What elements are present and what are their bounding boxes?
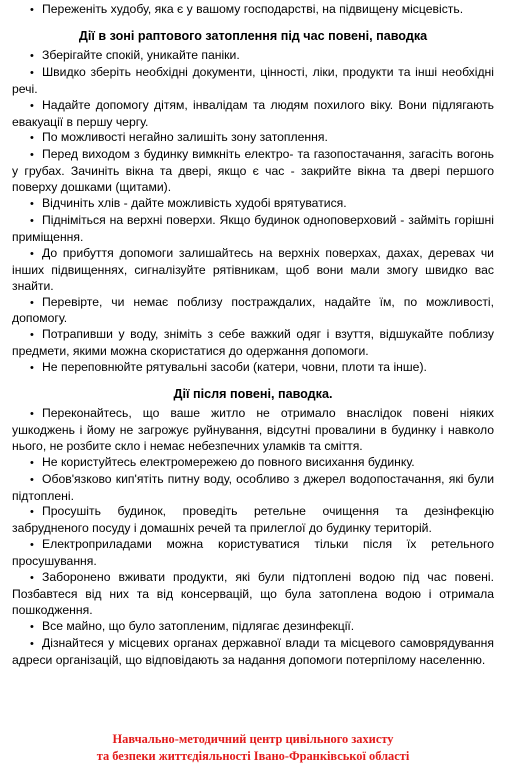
during-flood-list (12, 48, 494, 377)
section-heading-during-flood: Дії в зоні раптового затоплення під час повені, паводка (78, 28, 428, 43)
document-page (12, 2, 494, 669)
list-item: • Зберігайте спокій, уникайте паніки. (12, 48, 494, 65)
list-item: • По можливості негайно залишіть зону затоплення. (12, 130, 494, 147)
list-item: • Заборонено вживати продукти, які були підтоплені водою під час повені. Позбавтеся від них та від консервацій, що була затоплена водою і отримала пошкодження. (12, 570, 494, 619)
list-item: • Перед виходом з будинку вимкніть електро- та газопостачання, загасіть вогонь у грубах. Зачиніть вікна та двері, якщо є час - закрийте вікна та двері першого поверху дошками (щитами). (12, 147, 494, 196)
list-item: • Надайте допомогу дітям, інвалідам та людям похилого віку. Вони підлягають евакуації в першу чергу. (12, 98, 494, 131)
list-item: • Обов'язково кип'ятіть питну воду, особливо з джерел водопостачання, які були підтоплені. (12, 472, 494, 505)
list-item: • Переконайтесь, що ваше житло не отримало внаслідок повені ніяких ушкоджень і йому не загрожує руйнування, відсутні провалини в будинку і навколо нього, не розбите скло і немає небезпечних уламків та сміття. (12, 406, 494, 455)
after-flood-list (12, 406, 494, 669)
list-item: • До прибуття допомоги залишайтесь на верхніх поверхах, дахах, деревах чи інших підвищеннях, сигналізуйте рятівникам, щоб вони мали змогу швидко вас знайти. (12, 246, 494, 295)
list-item: • Швидко зберіть необхідні документи, цінності, ліки, продукти та інші необхідні речі. (12, 65, 494, 98)
list-item: • Електроприладами можна користуватися тільки після їх ретельного просушування. (12, 537, 494, 570)
list-item: • Підніміться на верхні поверхи. Якщо будинок одноповерховий - займіть горішні приміщення. (12, 213, 494, 246)
list-item: • Не переповнюйте рятувальні засоби (катери, човни, плоти та інше). (12, 360, 494, 377)
list-item: • Просушіть будинок, проведіть ретельне очищення та дезінфекцію забрудненого посуду і домашніх речей та прилеглої до будинку територій. (12, 504, 494, 537)
list-item: • Не користуйтесь електромережею до повного висихання будинку. (12, 455, 494, 472)
intro-list (12, 2, 494, 19)
section-heading-after-flood: Дії після повені, паводка. (173, 387, 333, 402)
list-item: • Потрапивши у воду, зніміть з себе важкий одяг і взуття, відшукайте поблизу предмети, якими можна скористатися до одержання допомоги. (12, 327, 494, 360)
footer-line-2: та безпеки життєдіяльності Івано-Франківської області (96, 749, 410, 763)
list-item: • Перевірте, чи немає поблизу постраждалих, надайте їм, по можливості, допомогу. (12, 295, 494, 328)
list-item: • Дізнайтеся у місцевих органах державної влади та місцевого самоврядування адреси організацій, що відповідають за надання допомоги потерпілому населенню. (12, 636, 494, 669)
footer-organization (0, 731, 506, 765)
list-item: • Все майно, що було затопленим, підлягає дезинфекції. (12, 619, 494, 636)
list-item: • Відчиніть хлів - дайте можливість худобі врятуватися. (12, 196, 494, 213)
footer-line-1: Навчально-методичний центр цивільного захисту (112, 732, 394, 746)
list-item: • Переженіть худобу, яка є у вашому господарстві, на підвищену місцевість. (12, 2, 494, 19)
